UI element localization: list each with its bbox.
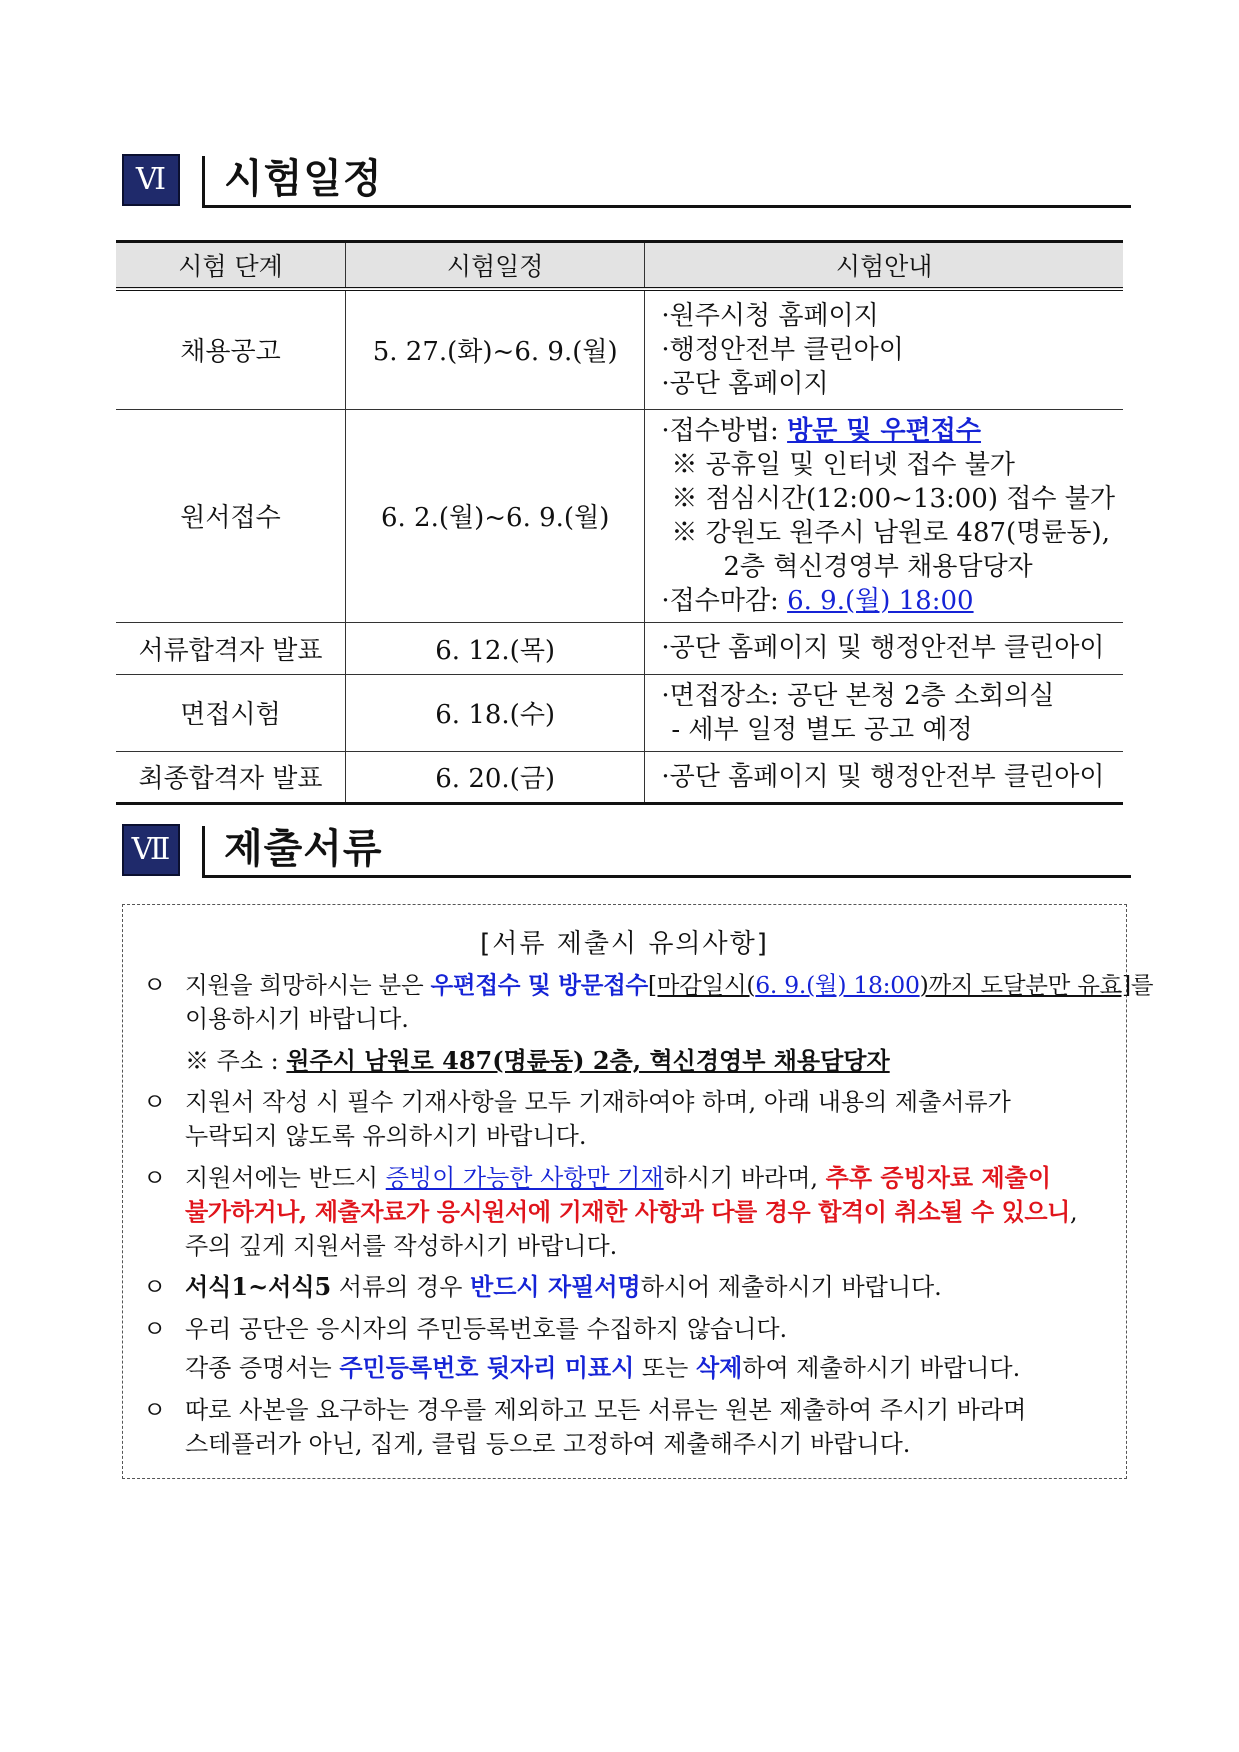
- info-line: - 세부 일정 별도 공고 예정: [671, 714, 973, 745]
- heading-separator: [202, 156, 205, 208]
- b4-b: 서류의 경우: [331, 1273, 471, 1301]
- b5-a: 우리 공단은 응시자의 주민등록번호를 수집하지 않습니다.: [185, 1315, 788, 1343]
- section-6-title: 시험일정: [224, 156, 383, 202]
- table-row: [116, 674, 1123, 751]
- bullet-text: [185, 1161, 1104, 1195]
- info-line: ·원주시청 홈페이지: [661, 300, 879, 331]
- b4-a: 서식1~서식5: [185, 1272, 332, 1301]
- b3-f: ,: [1069, 1198, 1078, 1226]
- info-line: ·공단 홈페이지: [661, 368, 829, 399]
- date-cell: 6. 12.(목): [346, 622, 645, 674]
- b1-f: 를: [1130, 971, 1154, 999]
- info-note: ※ 강원도 원주시 남원로 487(명륜동),: [671, 517, 1110, 548]
- header-info: 시험안내: [645, 242, 1123, 290]
- address-label: ※ 주소 :: [185, 1047, 287, 1075]
- notice-bullet: [143, 1312, 1104, 1346]
- date-cell: 6. 18.(수): [346, 674, 645, 751]
- exam-schedule-table: [116, 240, 1123, 805]
- b1-a: 지원을 희망하시는 분은: [185, 971, 431, 999]
- info-cell: [645, 674, 1123, 751]
- bullet-marker: ㅇ: [143, 971, 167, 999]
- info-line: ·공단 홈페이지 및 행정안전부 클린아이: [661, 761, 1105, 792]
- table-row: [116, 751, 1123, 803]
- stage-cell: 면접시험: [116, 674, 346, 751]
- section-7-numeral: Ⅶ: [122, 824, 180, 876]
- b5sub-b: 주민등록번호 뒷자리 미표시: [339, 1353, 635, 1382]
- bullet-marker: ㅇ: [143, 1396, 167, 1424]
- info-note: ※ 공휴일 및 인터넷 접수 불가: [671, 449, 1015, 480]
- header-stage: 시험 단계: [116, 242, 346, 290]
- b1-e: )까지 도달분만 유효]: [919, 971, 1131, 999]
- notice-bullet: [143, 1393, 1104, 1461]
- notice-title: [서류 제출시 유의사항]: [480, 929, 769, 959]
- b5sub-e: 하여 제출하시기 바랍니다.: [742, 1354, 1021, 1382]
- stage-cell: 원서접수: [116, 409, 346, 622]
- table-header-row: [116, 242, 1123, 290]
- notice-bullet: [143, 968, 1154, 1036]
- table-row: [116, 289, 1123, 409]
- table-row: [116, 409, 1123, 622]
- info-line: ·공단 홈페이지 및 행정안전부 클린아이: [661, 633, 1105, 663]
- notice-sub-line: [185, 1351, 1020, 1385]
- deadline-value: 6. 9.(월) 18:00: [787, 585, 974, 616]
- notice-bullet: [143, 1270, 1104, 1304]
- b2-a: 지원서 작성 시 필수 기재사항을 모두 기재하여야 하며, 아래 내용의 제출서류가: [185, 1088, 1011, 1116]
- stage-cell: 채용공고: [116, 289, 346, 409]
- b1-d: 6. 9.(월) 18:00: [755, 971, 920, 999]
- info-cell: [645, 409, 1123, 622]
- section-6-numeral: Ⅵ: [122, 154, 180, 206]
- address-line: [185, 1044, 890, 1078]
- date-cell: 6. 20.(금): [346, 751, 645, 803]
- heading-rule: [202, 205, 1131, 208]
- b1-b: 우편접수 및 방문접수: [430, 971, 648, 999]
- b6-a: 따로 사본을 요구하는 경우를 제외하고 모든 서류는 원본 제출하여 주시기 바라며: [185, 1396, 1027, 1424]
- b5sub-c: 또는: [634, 1354, 696, 1382]
- heading-rule: [202, 875, 1131, 878]
- info-note: ※ 점심시간(12:00~13:00) 접수 불가: [671, 483, 1115, 514]
- section-6-heading: [122, 150, 1131, 212]
- b2-b: 누락되지 않도록 유의하시기 바랍니다.: [185, 1122, 587, 1150]
- b3-d: 추후 증빙자료 제출이: [825, 1163, 1052, 1192]
- notice-bullet: [143, 1161, 1104, 1263]
- table-row: [116, 622, 1123, 674]
- info-line: [661, 584, 1115, 618]
- b4-c: 반드시 자필서명: [470, 1272, 641, 1301]
- info-cell: [645, 751, 1123, 803]
- method-label: ·접수방법:: [661, 415, 788, 446]
- heading-separator: [202, 826, 205, 878]
- address-value: 원주시 남원로 487(명륜동) 2층, 혁신경영부 채용담당자: [286, 1046, 890, 1075]
- bullet-marker: ㅇ: [143, 1315, 167, 1343]
- bullet-marker: ㅇ: [143, 1088, 167, 1116]
- b6-b: 스테플러가 아닌, 집게, 클립 등으로 고정하여 제출해주시기 바랍니다.: [185, 1430, 911, 1458]
- b4-d: 하시어 제출하시기 바랍니다.: [640, 1273, 942, 1301]
- b3-g: 주의 깊게 지원서를 작성하시기 바랍니다.: [185, 1232, 618, 1260]
- bullet-marker: ㅇ: [143, 1273, 167, 1301]
- info-note: 2층 혁신경영부 채용담당자: [723, 551, 1033, 582]
- deadline-label: ·접수마감:: [661, 585, 788, 616]
- bullet-text: [185, 1270, 1104, 1304]
- date-cell: 5. 27.(화)~6. 9.(월): [346, 289, 645, 409]
- b5sub-d: 삭제: [695, 1353, 743, 1382]
- bullet-marker: ㅇ: [143, 1164, 167, 1192]
- notice-bullet: [143, 1085, 1104, 1153]
- b1-c: [마감일시(: [647, 971, 756, 999]
- b3-c: 하시기 바라며,: [663, 1164, 826, 1192]
- bullet-text: [185, 968, 1154, 1002]
- b1-g: 이용하시기 바랍니다.: [185, 1005, 409, 1033]
- date-cell: 6. 2.(월)~6. 9.(월): [346, 409, 645, 622]
- b3-e: 불가하거나, 제출자료가 응시원서에 기재한 사항과 다를 경우 합격이 취소될 수 있으니: [185, 1197, 1070, 1226]
- submission-notice-box: [122, 904, 1154, 1479]
- info-line: ·면접장소: 공단 본청 2층 소회의실: [661, 680, 1055, 711]
- section-7-title: 제출서류: [224, 826, 383, 872]
- info-cell: [645, 622, 1123, 674]
- b3-b: 증빙이 가능한 사항만 기재: [385, 1164, 664, 1192]
- method-value: 방문 및 우편접수: [787, 415, 982, 446]
- bullet-text: [185, 1195, 1104, 1229]
- b5sub-a: 각종 증명서는: [185, 1354, 340, 1382]
- header-date: 시험일정: [346, 242, 645, 290]
- stage-cell: 서류합격자 발표: [116, 622, 346, 674]
- b3-a: 지원서에는 반드시: [185, 1164, 386, 1192]
- stage-cell: 최종합격자 발표: [116, 751, 346, 803]
- section-7-heading: [122, 820, 1131, 882]
- info-line: [661, 414, 1115, 448]
- info-line: ·행정안전부 클린아이: [661, 334, 904, 365]
- info-cell: [645, 289, 1123, 409]
